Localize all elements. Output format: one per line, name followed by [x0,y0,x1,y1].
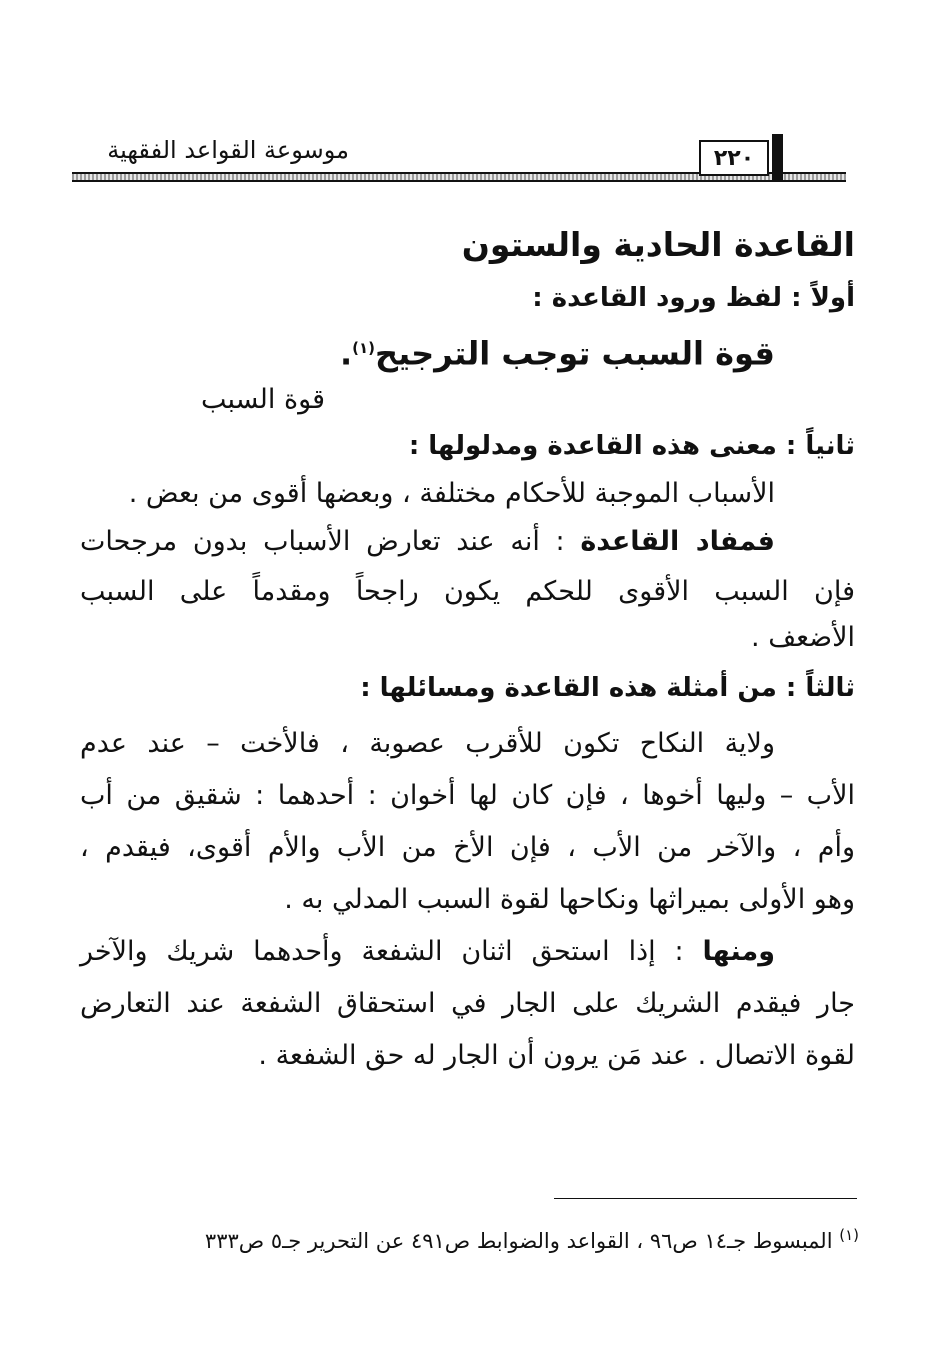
example-line-3: وأم ، والآخر من الأب ، فإن الأخ من الأب والأم أقوى، فيقدم ، [80,832,855,863]
meaning-line-4: الأضعف . [751,622,855,653]
meaning-lead-term: فمفاد القاعدة [580,526,775,557]
footnote-separator [554,1198,857,1199]
section-heading-meaning: ثانياً : معنى هذه القاعدة ومدلولها : [408,431,855,461]
example-line-1: ولاية النكاح تكون للأقرب عصوبة ، فالأخت – عند عدم [80,728,775,759]
meaning-line-2 [80,522,775,562]
footnote-text: المبسوط جـ١٤ ص٩٦ ، القواعد والضوابط ص٤٩١ عن التحرير جـ٥ ص٣٣٣ [204,1229,840,1253]
section-heading-wording: أولاً : لفظ ورود القاعدة : [532,283,855,313]
example-line-5 [80,932,775,972]
example-line-6: جار فيقدم الشريك على الجار في استحقاق الشفعة عند التعارض [80,988,855,1019]
rule-statement [340,326,775,376]
rule-statement-end: . [340,334,353,373]
meaning-line-3: فإن السبب الأقوى للحكم يكون راجحاً ومقدماً على السبب [80,576,855,607]
footnote [205,1220,859,1256]
rule-short-form: قوة السبب [200,384,325,415]
example-line-5-text: : إذا استحق اثنان الشفعة وأحدهما شريك والآخر [80,936,703,967]
page-number: ٢٢٠ [699,140,769,176]
rule-statement-text: قوة السبب توجب الترجيح [375,334,775,373]
example-lead-term: ومنها [702,936,775,967]
header-marker-bar [772,134,783,180]
example-line-7: لقوة الاتصال . عند مَن يرون أن الجار له حق الشفعة . [258,1040,855,1071]
example-line-2: الأب – وليها أخوها ، فإن كان لها أخوان : أحدهما : شقيق من أب [80,780,855,811]
running-header-title: موسوعة القواعد الفقهية [107,136,349,164]
meaning-line-1: الأسباب الموجبة للأحكام مختلفة ، وبعضها أقوى من بعض . [128,478,775,509]
meaning-line-2-text: : أنه عند تعارض الأسباب بدون مرجحات [80,526,581,557]
footnote-marker: (١) [839,1226,859,1244]
example-line-4: وهو الأولى بميراثها ونكاحها لقوة السبب المدلي به . [284,884,855,915]
footnote-reference[interactable]: (١) [352,339,376,357]
section-heading-examples: ثالثاً : من أمثلة هذه القاعدة ومسائلها : [360,673,855,703]
rule-title: القاعدة الحادية والستون [461,225,855,264]
